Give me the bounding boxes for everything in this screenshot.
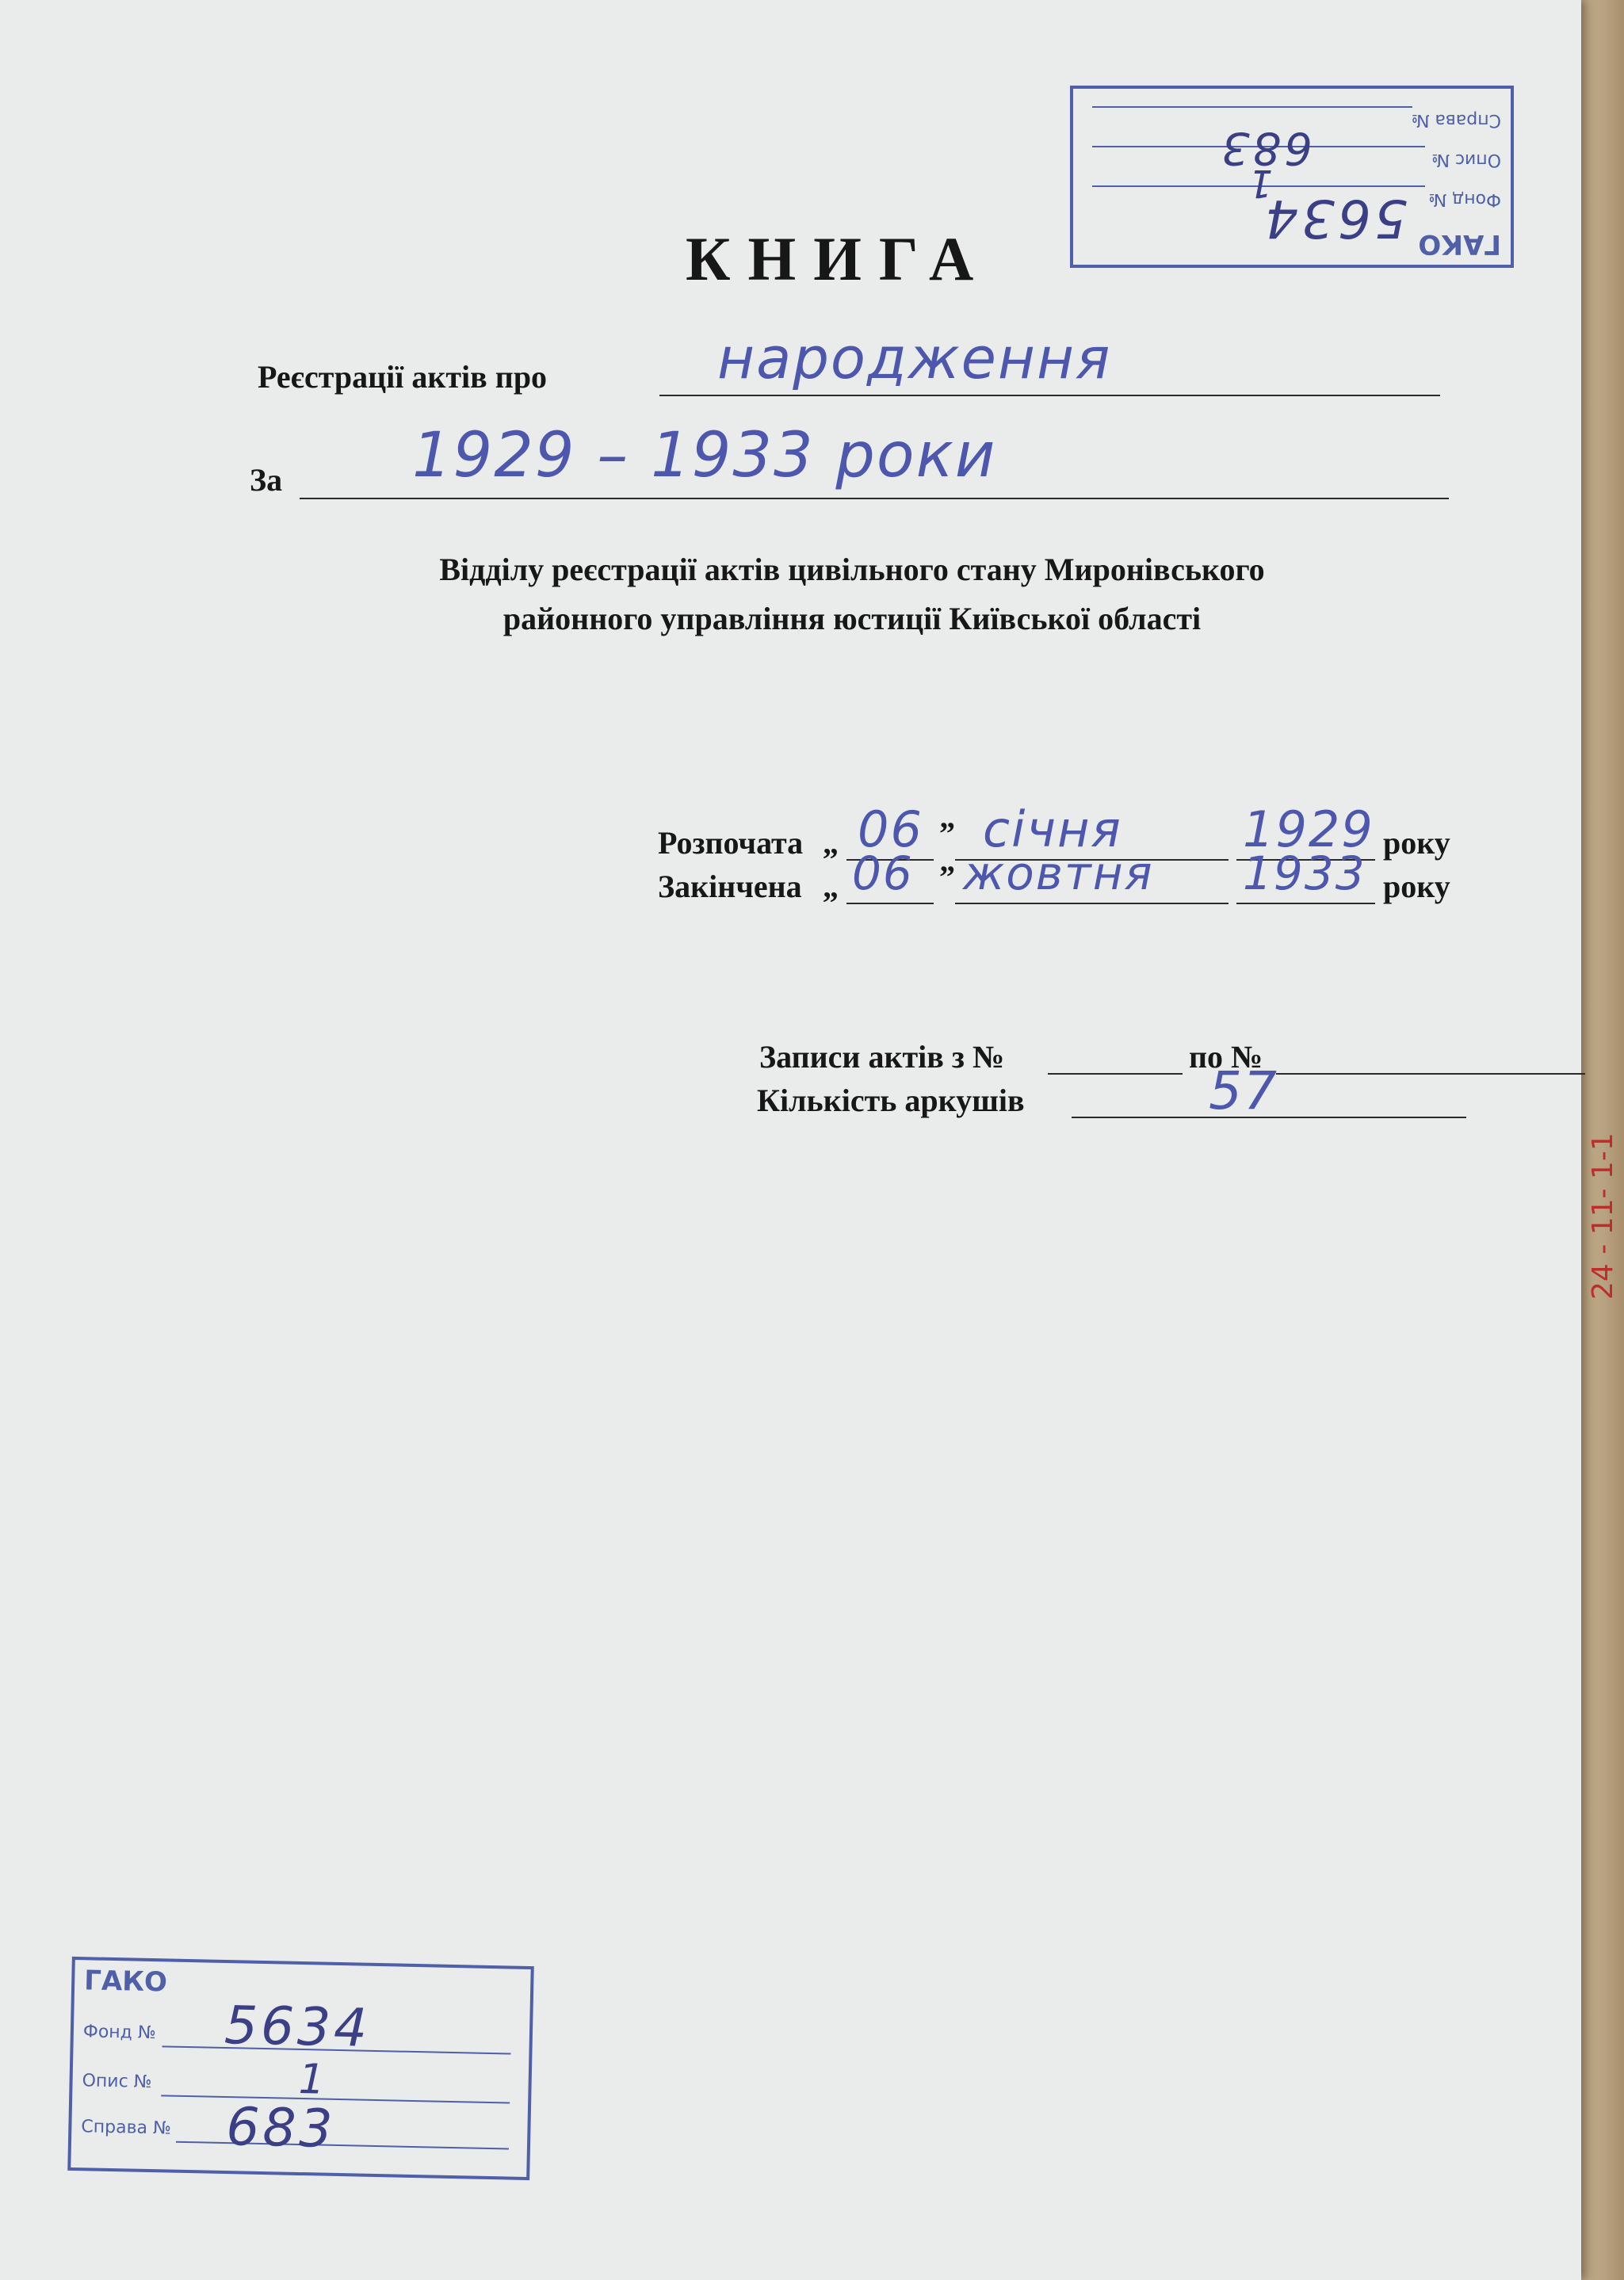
stamp-opys-label: Опис № xyxy=(82,2071,152,2093)
registration-underline xyxy=(659,395,1440,396)
stamp-fond-value: 5634 xyxy=(1262,188,1408,249)
ended-year-line xyxy=(1236,903,1375,904)
started-label: Розпочата xyxy=(658,825,804,861)
registration-label: Реєстрації актів про xyxy=(258,359,548,395)
sheets-value: 57 xyxy=(1209,1060,1278,1121)
stamp-sprava-value: 683 xyxy=(1218,122,1313,174)
stamp-fond-label: Фонд № xyxy=(1428,189,1501,209)
ended-year-value: 1933 xyxy=(1243,846,1366,900)
stamp-sprava-value: 683 xyxy=(225,2096,337,2160)
stamp-sprava-label: Справа № xyxy=(81,2117,172,2139)
started-year-value: 1929 xyxy=(1243,800,1374,858)
started-close-quote: ” xyxy=(939,815,955,851)
stamp-header: ГАКО xyxy=(1418,228,1501,260)
stamp-opys-value: 1 xyxy=(1245,161,1273,205)
ended-year-suffix: року xyxy=(1383,869,1450,904)
records-from-label: Записи актів з № xyxy=(759,1039,1005,1075)
stamp-header: ГАКО xyxy=(83,1965,168,1999)
ended-day-line xyxy=(846,903,934,904)
ended-close-quote: ” xyxy=(939,859,955,895)
stamp-fond-label: Фонд № xyxy=(82,2022,157,2044)
archive-stamp-bottom xyxy=(67,1957,534,2180)
stamp-sprava-line xyxy=(1092,106,1412,108)
stamp-fond-value: 5634 xyxy=(224,1994,371,2059)
records-from-line xyxy=(1048,1073,1183,1075)
stamp-sprava-label: Справа № xyxy=(1411,110,1501,130)
sheets-label: Кількість аркушів xyxy=(757,1083,1025,1118)
ended-month-line xyxy=(955,903,1229,904)
started-year-suffix: року xyxy=(1383,825,1450,861)
stamp-opys-label: Опис № xyxy=(1431,150,1501,170)
department-line-1: Відділу реєстрації актів цивільного стану Миронівського xyxy=(439,552,1265,587)
period-label: За xyxy=(250,462,283,498)
archive-stamp-top xyxy=(1070,86,1514,268)
started-open-quote: „ xyxy=(823,825,839,861)
period-underline xyxy=(300,498,1449,499)
records-to-label: по № xyxy=(1189,1039,1263,1075)
stamp-opys-value: 1 xyxy=(298,2055,329,2104)
margin-annotation: 24 - 11- 1-1 xyxy=(1587,1132,1619,1300)
department-line-2: районного управління юстиції Київської області xyxy=(502,601,1202,636)
ended-day-value: 06 xyxy=(852,846,914,900)
records-to-line xyxy=(1276,1073,1585,1075)
document-title: КНИГА xyxy=(686,224,992,293)
started-day-value: 06 xyxy=(858,800,923,858)
ended-label: Закінчена xyxy=(658,869,802,904)
ended-open-quote: „ xyxy=(823,869,839,904)
ended-month-value: жовтня xyxy=(963,846,1154,900)
period-value: 1929 – 1933 роки xyxy=(412,420,997,491)
registration-value: народження xyxy=(717,325,1112,391)
started-month-value: січня xyxy=(983,800,1122,858)
